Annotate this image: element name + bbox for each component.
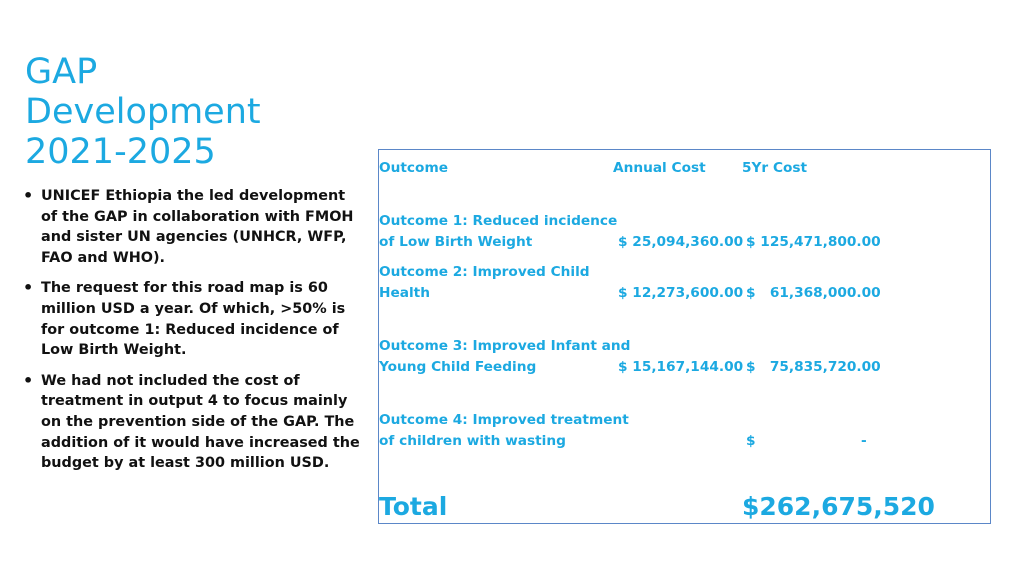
five-yr-cost-value: $ 61,368,000.00: [746, 285, 881, 301]
table-row-outcome-4: [379, 410, 629, 451]
outcome-label-line: Health: [379, 284, 430, 301]
cost-table: [378, 149, 991, 524]
annual-cost-value: $ 12,273,600.00: [618, 285, 744, 301]
outcome-label-line: of Low Birth Weight: [379, 233, 533, 250]
title-line-3: 2021-2025: [25, 132, 216, 172]
bullet-item: • UNICEF Ethiopia the led development of the GAP in collaboration with FMOH and sister UN agencies (UNHCR, WFP, FAO and WHO).: [20, 186, 360, 268]
table-row-outcome-2: [379, 262, 590, 303]
header-annual-cost: Annual Cost: [613, 160, 706, 176]
table-row-outcome-3: [379, 336, 630, 377]
five-yr-cost-value: $ 75,835,720.00: [746, 359, 881, 375]
table-row-outcome-1: [379, 211, 617, 252]
five-yr-cost-value: $ 125,471,800.00: [746, 234, 881, 250]
outcome-label-line: Young Child Feeding: [379, 358, 537, 375]
annual-cost-value: $ 25,094,360.00: [618, 234, 744, 250]
outcome-label-line: Outcome 1: Reduced incidence: [379, 213, 618, 229]
bullet-item: • We had not included the cost of treatment in output 4 to focus mainly on the prevention side of the GAP. The addition of it would have increased the budget by at least 300 million USD.: [20, 371, 360, 474]
outcome-label-line: Outcome 4: Improved treatment: [379, 412, 629, 428]
slide-title: [25, 52, 365, 172]
bullet-list: [20, 186, 360, 484]
outcome-label-line: of children with wasting: [379, 432, 566, 449]
header-outcome: Outcome: [379, 160, 448, 176]
header-5yr-cost: 5Yr Cost: [742, 160, 808, 176]
annual-cost-value: $ 15,167,144.00: [618, 359, 744, 375]
five-yr-cost-dash: -: [861, 433, 867, 449]
title-line-2: Development: [25, 92, 261, 132]
outcome-label-line: Outcome 3: Improved Infant and: [379, 338, 631, 354]
title-line-1: GAP: [25, 52, 98, 92]
total-value: $262,675,520: [742, 492, 935, 521]
outcome-label-line: Outcome 2: Improved Child: [379, 264, 590, 280]
bullet-item: • The request for this road map is 60 million USD a year. Of which, >50% is for outcome 1: Reduced incidence of Low Birth Weight.: [20, 278, 360, 360]
total-label: Total: [379, 492, 448, 521]
five-yr-cost-symbol: $: [746, 433, 756, 449]
